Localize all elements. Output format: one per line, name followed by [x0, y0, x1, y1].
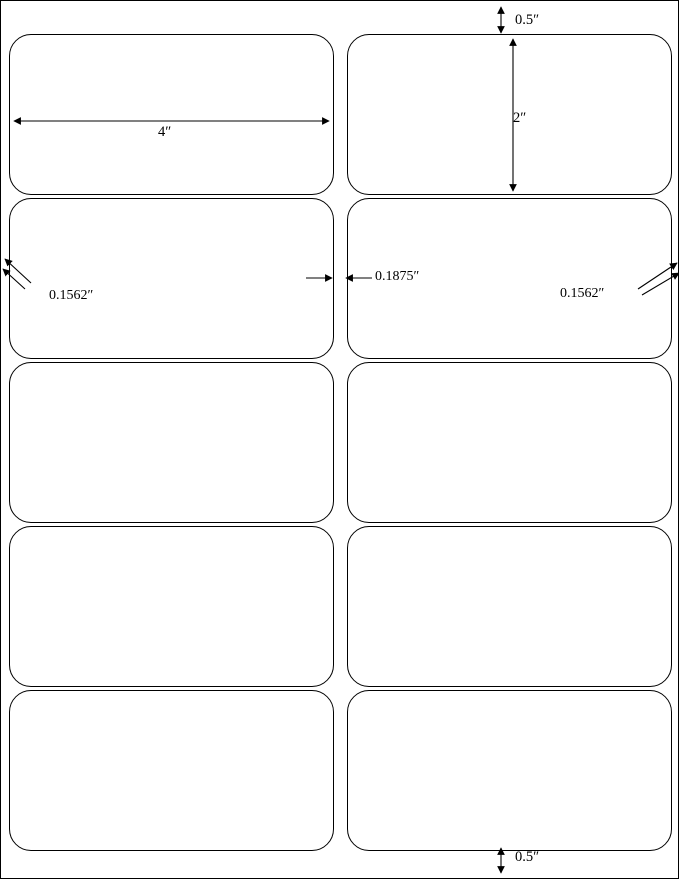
label-r1c2 — [347, 34, 672, 195]
dim-text-top-margin: 0.5″ — [515, 12, 540, 28]
label-r3c1 — [9, 362, 334, 523]
label-r1c1 — [9, 34, 334, 195]
label-grid — [9, 34, 672, 846]
label-r4c1 — [9, 526, 334, 687]
label-r5c2 — [347, 690, 672, 851]
label-r2c1 — [9, 198, 334, 359]
dim-text-right-margin: 0.1562″ — [560, 286, 605, 301]
dim-text-horizontal-gap: 0.1875″ — [375, 269, 420, 284]
dim-text-bottom-margin: 0.5″ — [515, 849, 540, 865]
dim-text-left-margin: 0.1562″ — [49, 288, 94, 303]
dim-text-label-height: 2″ — [513, 110, 527, 126]
label-r4c2 — [347, 526, 672, 687]
dim-text-label-width: 4″ — [158, 124, 172, 140]
label-r5c1 — [9, 690, 334, 851]
label-r3c2 — [347, 362, 672, 523]
